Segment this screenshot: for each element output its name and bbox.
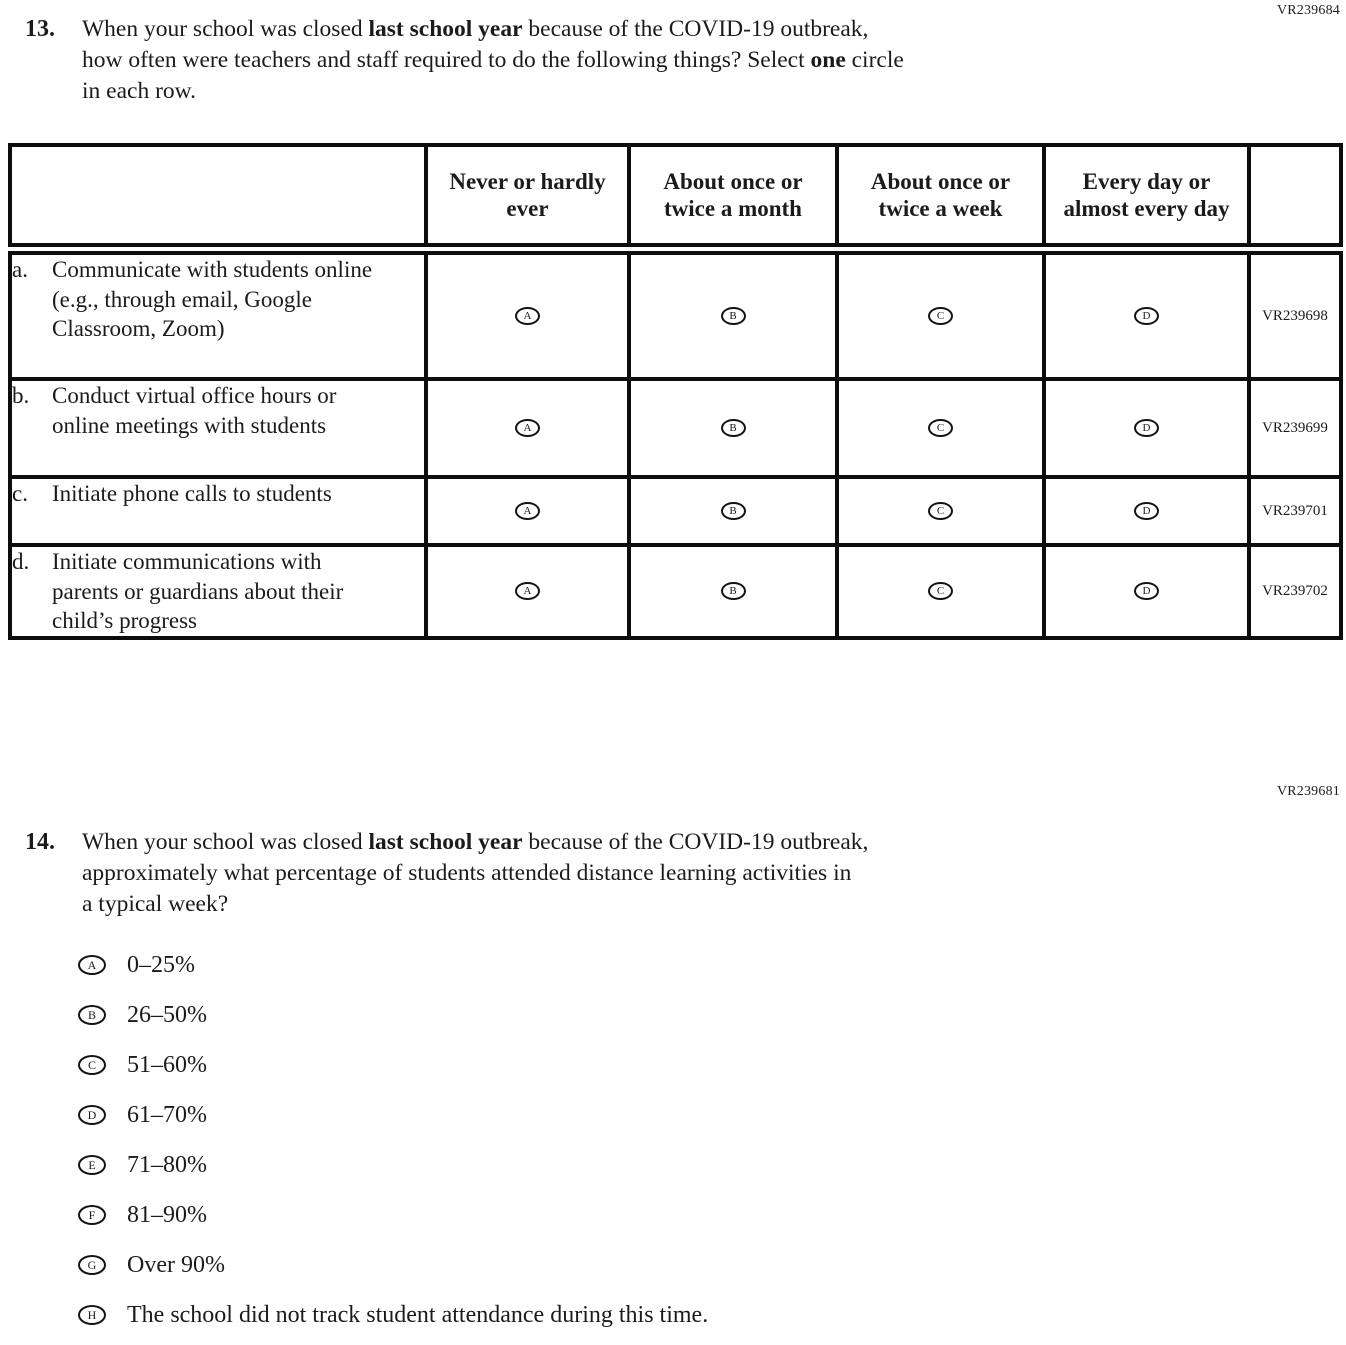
table-header-row	[10, 145, 1341, 249]
row-a-code: VR239698	[1249, 249, 1341, 379]
question-13-line3: in each row.	[82, 78, 196, 104]
q14-option-a-label: 0–25%	[127, 951, 195, 978]
q14-option-e	[78, 1140, 708, 1190]
q14-option-a	[78, 940, 708, 990]
row-a-item-cell	[10, 249, 426, 379]
row-d-bubble-a[interactable]: A	[515, 582, 540, 600]
q14-bubble-g[interactable]: G	[78, 1255, 106, 1275]
q14-line1-bold: last school year	[368, 829, 523, 855]
row-b-text: Conduct virtual office hours or online meetings with students	[52, 383, 337, 438]
q13-line1-suffix: because of the COVID-19 outbreak,	[522, 16, 869, 42]
table-row-d	[10, 545, 1341, 638]
form-code-q13: VR239684	[1276, 3, 1340, 18]
q13-line1-prefix: When your school was closed	[82, 16, 369, 42]
row-c-cell-week	[837, 477, 1044, 545]
q13-line2-prefix: how often were teachers and staff required to do the following things? Select	[82, 47, 811, 73]
row-a-bubble-b[interactable]: B	[721, 307, 746, 325]
question-14	[25, 827, 868, 920]
question-13-text	[82, 14, 904, 107]
row-b-letter: b.	[12, 383, 30, 408]
form-code-q14: VR239681	[1276, 784, 1340, 799]
row-c-code: VR239701	[1249, 477, 1341, 545]
q14-option-f-label: 81–90%	[127, 1201, 207, 1228]
table-corner-cell	[10, 145, 426, 249]
q14-option-b	[78, 990, 708, 1040]
row-d-code: VR239702	[1249, 545, 1341, 638]
row-b-cell-everyday	[1044, 379, 1249, 477]
column-header-week: About once or twice a week	[837, 145, 1044, 249]
q14-option-list	[78, 940, 708, 1340]
row-a-text: Communicate with students online (e.g., through email, Google Classroom, Zoom)	[52, 257, 373, 341]
column-header-never: Never or hardly ever	[426, 145, 629, 249]
q14-option-b-label: 26–50%	[127, 1001, 207, 1028]
question-14-line1	[82, 827, 868, 858]
row-d-item-cell	[10, 545, 426, 638]
q14-bubble-f[interactable]: F	[78, 1205, 106, 1225]
question-14-text	[82, 827, 868, 920]
row-a-bubble-d[interactable]: D	[1134, 307, 1159, 325]
row-b-item-cell	[10, 379, 426, 477]
row-d-cell-never	[426, 545, 629, 638]
q14-option-c	[78, 1040, 708, 1090]
q13-response-table	[8, 143, 1343, 640]
q14-option-g-label: Over 90%	[127, 1251, 225, 1278]
q14-option-h	[78, 1290, 708, 1340]
row-c-cell-everyday	[1044, 477, 1249, 545]
question-14-number: 14.	[25, 829, 55, 855]
row-a-letter: a.	[12, 257, 28, 282]
row-c-cell-month	[629, 477, 837, 545]
row-c-letter: c.	[12, 481, 28, 506]
q13-line2-suffix: circle	[845, 47, 904, 73]
row-d-letter: d.	[12, 549, 30, 574]
q14-bubble-h[interactable]: H	[78, 1305, 106, 1325]
q14-bubble-a[interactable]: A	[78, 955, 106, 975]
q14-line1-suffix: because of the COVID-19 outbreak,	[522, 829, 869, 855]
row-b-bubble-b[interactable]: B	[721, 419, 746, 437]
row-d-cell-month	[629, 545, 837, 638]
row-b-bubble-d[interactable]: D	[1134, 419, 1159, 437]
question-14-line2: approximately what percentage of students attended distance learning activities in	[82, 860, 852, 886]
q14-bubble-d[interactable]: D	[78, 1105, 106, 1125]
row-d-bubble-d[interactable]: D	[1134, 582, 1159, 600]
row-d-bubble-c[interactable]: C	[928, 582, 953, 600]
row-d-cell-week	[837, 545, 1044, 638]
q14-bubble-e[interactable]: E	[78, 1155, 106, 1175]
table-row-c	[10, 477, 1341, 545]
row-a-cell-month	[629, 249, 837, 379]
q14-option-g	[78, 1240, 708, 1290]
q14-option-e-label: 71–80%	[127, 1151, 207, 1178]
row-b-cell-month	[629, 379, 837, 477]
row-a-bubble-a[interactable]: A	[515, 307, 540, 325]
q14-option-c-label: 51–60%	[127, 1051, 207, 1078]
row-d-text: Initiate communications with parents or guardians about their child’s progress	[52, 549, 344, 633]
q14-option-d-label: 61–70%	[127, 1101, 207, 1128]
row-d-cell-everyday	[1044, 545, 1249, 638]
column-header-code	[1249, 145, 1341, 249]
q13-line2-bold: one	[810, 47, 846, 73]
row-c-item-cell	[10, 477, 426, 545]
question-13-line2	[82, 45, 904, 76]
row-b-bubble-a[interactable]: A	[515, 419, 540, 437]
q14-bubble-c[interactable]: C	[78, 1055, 106, 1075]
column-header-everyday: Every day or almost every day	[1044, 145, 1249, 249]
question-13	[25, 14, 904, 107]
row-b-bubble-c[interactable]: C	[928, 419, 953, 437]
row-d-bubble-b[interactable]: B	[721, 582, 746, 600]
row-a-bubble-c[interactable]: C	[928, 307, 953, 325]
q14-option-f	[78, 1190, 708, 1240]
question-13-number: 13.	[25, 16, 55, 42]
row-c-text: Initiate phone calls to students	[52, 481, 332, 506]
table-row-b	[10, 379, 1341, 477]
row-c-cell-never	[426, 477, 629, 545]
row-c-bubble-c[interactable]: C	[928, 502, 953, 520]
q14-line1-prefix: When your school was closed	[82, 829, 369, 855]
question-14-line3: a typical week?	[82, 891, 229, 917]
row-c-bubble-d[interactable]: D	[1134, 502, 1159, 520]
row-b-code: VR239699	[1249, 379, 1341, 477]
row-a-cell-everyday	[1044, 249, 1249, 379]
q14-bubble-b[interactable]: B	[78, 1005, 106, 1025]
question-13-line1	[82, 14, 904, 45]
q13-line1-bold: last school year	[368, 16, 523, 42]
column-header-month: About once or twice a month	[629, 145, 837, 249]
table-row-a	[10, 249, 1341, 379]
row-a-cell-week	[837, 249, 1044, 379]
row-a-cell-never	[426, 249, 629, 379]
q14-option-d	[78, 1090, 708, 1140]
q14-option-h-label: The school did not track student attendance during this time.	[127, 1301, 709, 1328]
row-b-cell-never	[426, 379, 629, 477]
row-c-bubble-b[interactable]: B	[721, 502, 746, 520]
row-b-cell-week	[837, 379, 1044, 477]
row-c-bubble-a[interactable]: A	[515, 502, 540, 520]
